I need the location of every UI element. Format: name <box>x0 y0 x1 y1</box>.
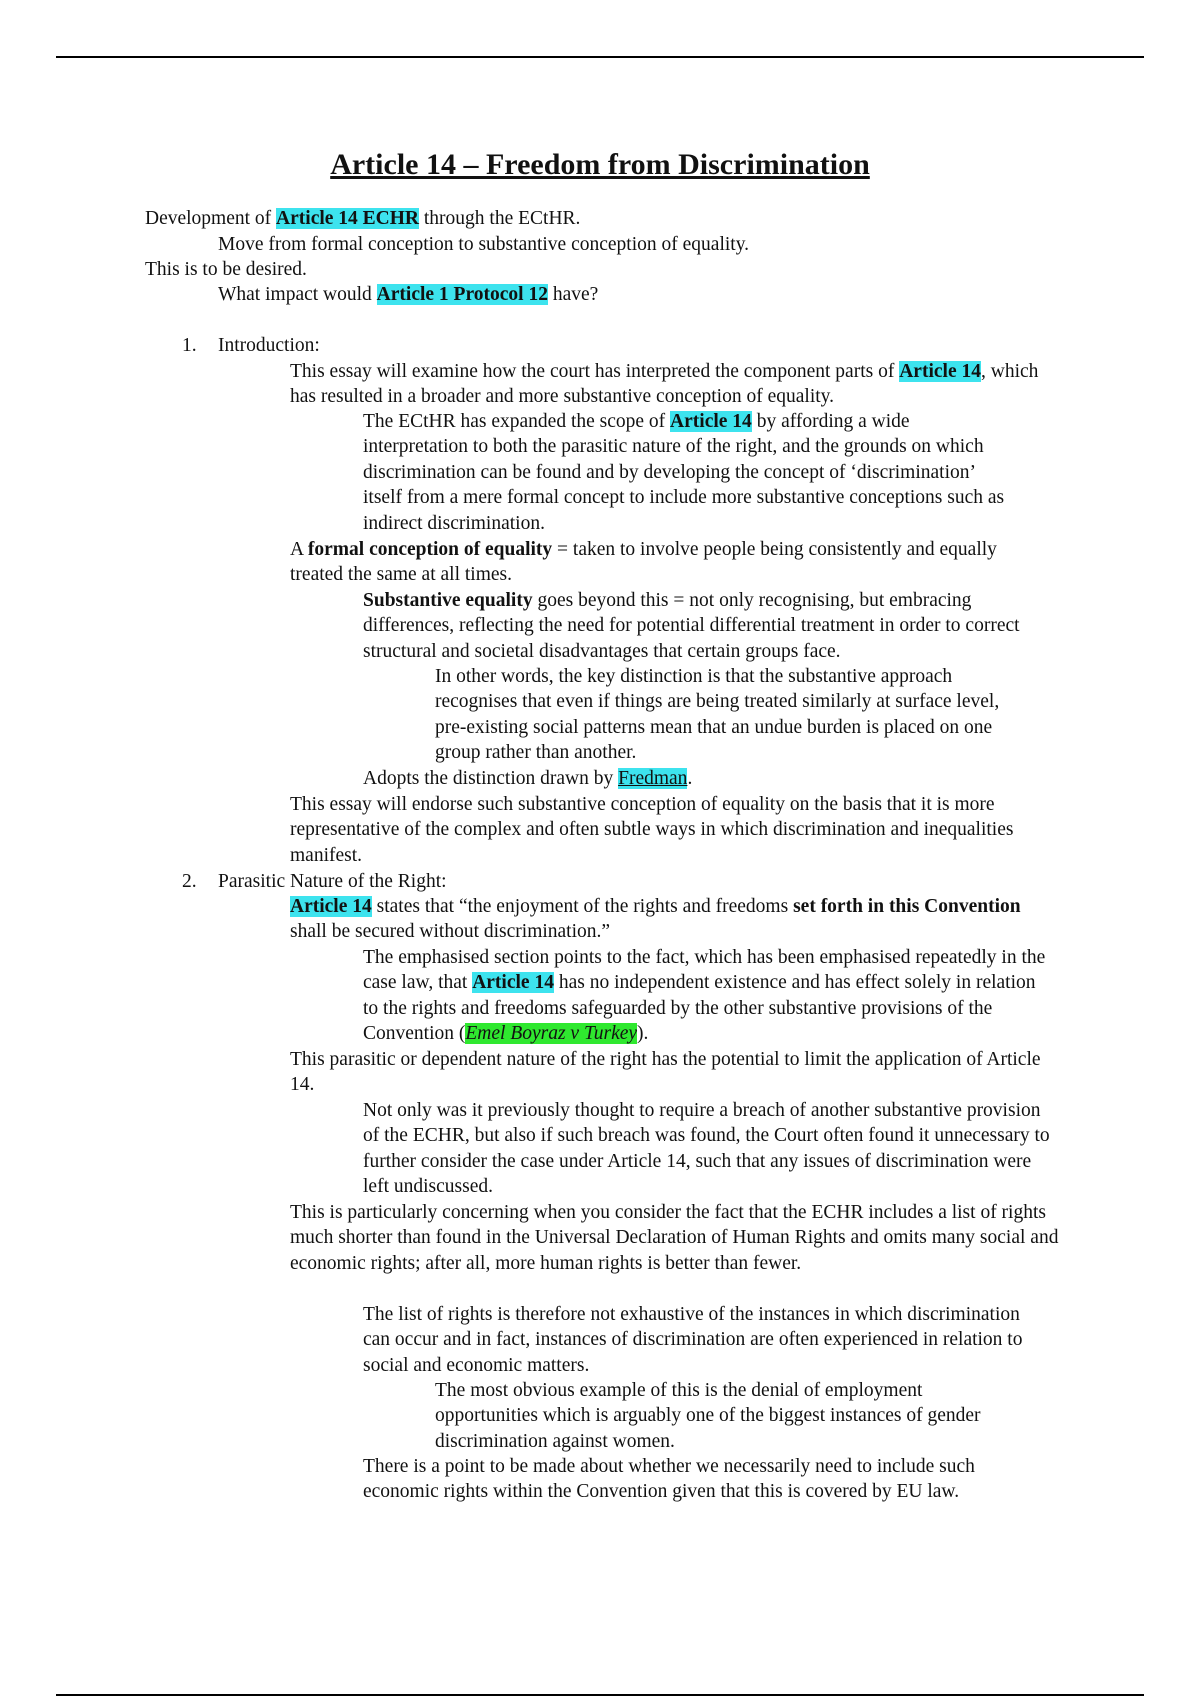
highlight-citation: Fredman <box>618 768 688 789</box>
text-span: = taken to involve people being consistently and equally treated the same at all times. <box>290 539 997 586</box>
header-line-3: This is to be desired. <box>145 259 307 280</box>
text-span: shall be secured without discrimination.” <box>290 921 611 943</box>
text-span: What impact would <box>218 284 377 305</box>
section-1-paragraph-4 <box>363 588 1063 664</box>
section-1-number: 1. <box>182 335 197 356</box>
highlight-case: Emel Boyraz v Turkey <box>465 1023 638 1045</box>
text-span: . <box>687 768 693 789</box>
highlight-article: Article 14 <box>290 896 372 917</box>
bold-term: formal conception of equality <box>307 539 553 560</box>
highlight-article: Article 14 <box>472 972 554 994</box>
section-2-paragraph-7: The most obvious example of this is the denial of employment opportunities which is arguably one of the biggest instances of gender discrimination against women. <box>435 1380 981 1452</box>
header-line-1 <box>145 206 1045 231</box>
section-1-paragraph-3 <box>290 537 1050 588</box>
header-line-4 <box>218 282 1118 307</box>
text-span: has no independent existence and has effect solely in relation to the rights and freedoms safeguarded by the other substantive provisions of the Convention ( <box>363 972 1036 1045</box>
section-2-heading: Parasitic Nature of the Right: <box>218 871 447 892</box>
section-2-paragraph-2 <box>363 945 1053 1047</box>
section-2-paragraph-5: This is particularly concerning when you consider the fact that the ECHR includes a list of rights much shorter than found in the Universal Declaration of Human Rights and omits many social and economic rights; after all, more human rights is better than fewer. <box>290 1202 1059 1274</box>
section-2-paragraph-3: This parasitic or dependent nature of the right has the potential to limit the application of Article 14. <box>290 1049 1041 1096</box>
text-span: Adopts the distinction drawn by <box>363 768 619 789</box>
text-span: A <box>290 539 308 560</box>
section-2-paragraph-6: The list of rights is therefore not exhaustive of the instances in which discrimination can occur and in fact, instances of discrimination are often experienced in relation to social and economic matters. <box>363 1304 1023 1376</box>
text-span: states that “the enjoyment of the rights and freedoms <box>371 896 794 917</box>
section-2-paragraph-1 <box>290 894 1050 945</box>
section-1-heading: Introduction: <box>218 335 320 356</box>
section-1-paragraph-6 <box>363 766 1053 791</box>
text-span: ). <box>637 1023 649 1045</box>
highlight-article: Article 14 ECHR <box>276 208 420 229</box>
text-span: through the ECtHR. <box>419 208 581 229</box>
highlight-article: Article 1 Protocol 12 <box>376 284 548 305</box>
section-2-paragraph-8: There is a point to be made about whether we necessarily need to include such economic rights within the Convention given that this is covered by EU law. <box>363 1456 975 1503</box>
page-title: Article 14 – Freedom from Discrimination <box>330 148 870 181</box>
section-1-paragraph-2 <box>363 409 1018 536</box>
text-span: , which has resulted in a broader and more substantive conception of equality. <box>290 361 1039 408</box>
text-span: goes beyond this = not only recognising, but embracing differences, reflecting the need for potential differential treatment in order to correct structural and societal disadvantages that certain groups face. <box>363 590 1020 662</box>
text-span: have? <box>547 284 599 305</box>
section-1-paragraph-7: This essay will endorse such substantive conception of equality on the basis that it is more representative of the complex and often subtle ways in which discrimination and inequalities manifest. <box>290 794 1014 866</box>
section-2-number: 2. <box>182 871 197 892</box>
section-1-paragraph-1 <box>290 359 1050 410</box>
text-span: Development of <box>145 208 277 229</box>
section-2-paragraph-4: Not only was it previously thought to require a breach of another substantive provision of the ECHR, but also if such breach was found, the Court often found it unnecessary to further consider the case under Article 14, such that any issues of discrimination were left undiscussed. <box>363 1100 1050 1198</box>
highlight-article: Article 14 <box>670 411 752 432</box>
text-span: The ECtHR has expanded the scope of <box>363 411 671 432</box>
bottom-rule <box>56 1694 1144 1696</box>
text-span: by affording a wide interpretation to both the parasitic nature of the right, and the grounds on which discrimination can be found and by developing the concept of ‘discrimination’ itself from a mere formal concept to include more substantive conceptions such as indirect discrimination. <box>363 411 1005 534</box>
text-span: This essay will examine how the court has interpreted the component parts of <box>290 361 900 382</box>
top-rule <box>56 56 1144 58</box>
header-line-2: Move from formal conception to substantive conception of equality. <box>218 234 750 255</box>
section-1-paragraph-5: In other words, the key distinction is that the substantive approach recognises that even if things are being treated similarly at surface level, pre-existing social patterns mean that an undue burden is placed on one group rather than another. <box>435 666 1000 764</box>
highlight-article: Article 14 <box>899 361 981 382</box>
text-span: The emphasised section points to the fact, which has been emphasised repeatedly in the case law, that <box>363 947 1046 994</box>
bold-term: set forth in this Convention <box>793 896 1021 917</box>
bold-term: Substantive equality <box>363 590 533 611</box>
